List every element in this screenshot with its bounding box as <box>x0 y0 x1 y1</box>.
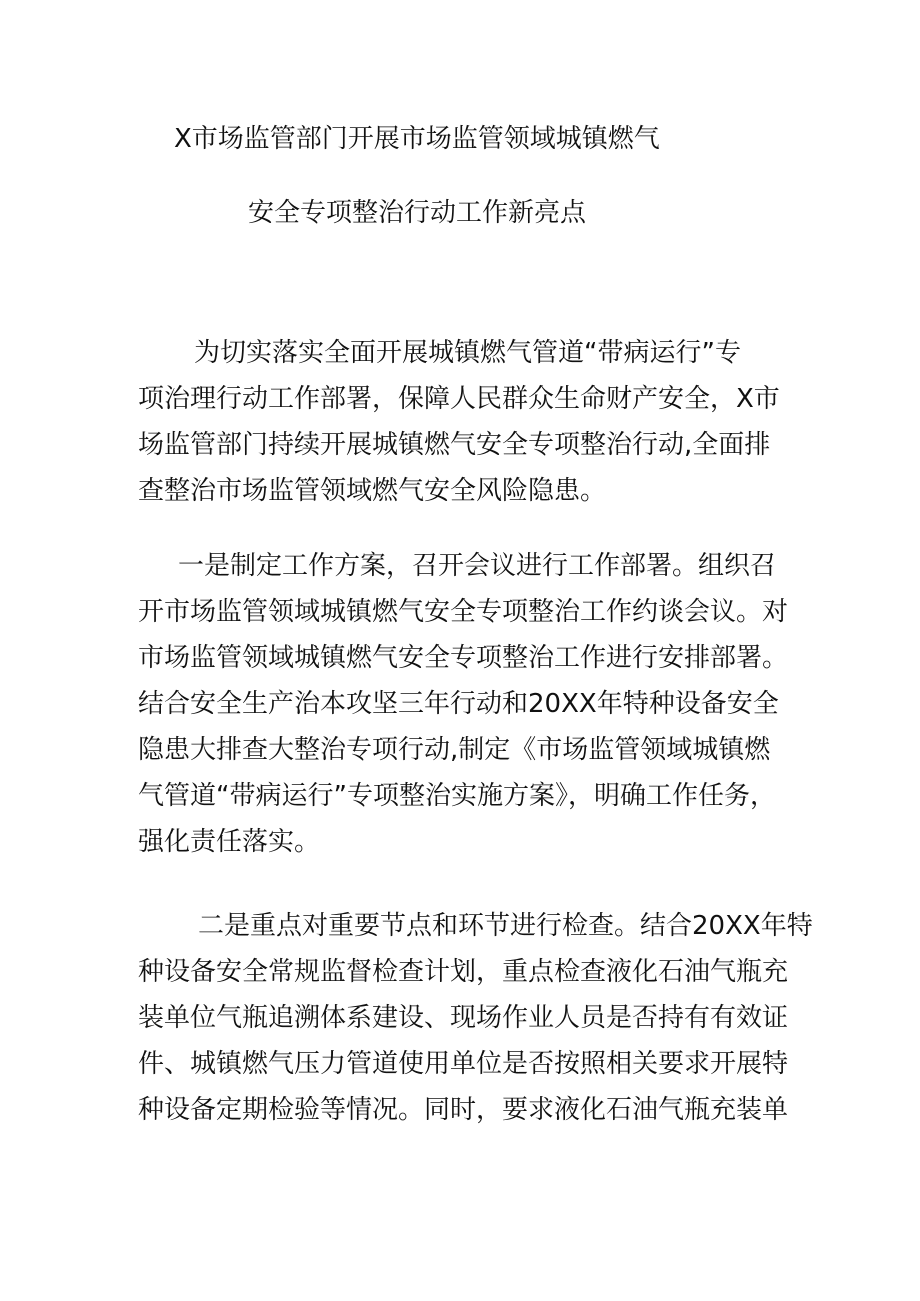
paragraph-line: 二是重点对重要节点和环节进行检查。结合20XX年特 <box>198 911 813 941</box>
paragraph-point-two <box>138 903 813 1133</box>
paragraph-line: 查整治市场监管领域燃气安全风险隐患。 <box>138 476 607 506</box>
paragraph-line: 气管道“带病运行”专项整治实施方案》，明确工作任务， <box>138 781 776 811</box>
paragraph-point-one <box>138 543 798 865</box>
paragraph-line: 开市场监管领域城镇燃气安全专项整治工作约谈会议。对 <box>138 597 789 627</box>
paragraph-line: 市场监管领域城镇燃气安全专项整治工作进行安排部署。 <box>138 643 789 673</box>
paragraph-line: 隐患大排查大整治专项行动,制定《市场监管领域城镇燃 <box>138 735 771 765</box>
paragraph-line: 装单位气瓶追溯体系建设、现场作业人员是否持有有效证 <box>138 1003 789 1033</box>
paragraph-line: 种设备安全常规监督检查计划，重点检查液化石油气瓶充 <box>138 957 789 987</box>
paragraph-line: 种设备定期检验等情况。同时，要求液化石油气瓶充装单 <box>138 1095 789 1125</box>
paragraph-line: 场监管部门持续开展城镇燃气安全专项整治行动,全面排 <box>138 430 771 460</box>
paragraph-intro <box>138 330 798 514</box>
document-title-line-1: X市场监管部门开展市场监管领域城镇燃气 <box>174 124 660 154</box>
paragraph-line: 项治理行动工作部署，保障人民群众生命财产安全，X市 <box>138 384 780 414</box>
paragraph-line: 为切实落实全面开展城镇燃气管道“带病运行”专 <box>194 338 741 368</box>
paragraph-line: 结合安全生产治本攻坚三年行动和20XX年特种设备安全 <box>138 689 779 719</box>
paragraph-line: 强化责任落实。 <box>138 827 321 857</box>
paragraph-line: 件、城镇燃气压力管道使用单位是否按照相关要求开展特 <box>138 1049 789 1079</box>
paragraph-line: 一是制定工作方案，召开会议进行工作部署。组织召 <box>178 551 777 581</box>
document-title-line-2: 安全专项整治行动工作新亮点 <box>248 198 587 228</box>
